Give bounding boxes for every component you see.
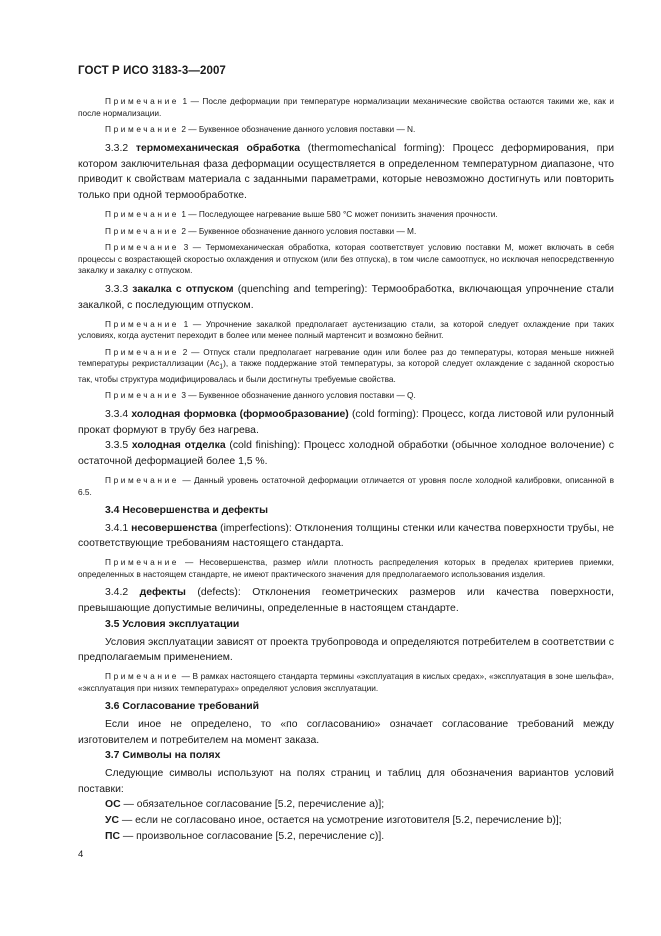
note-label: Примечание (105, 346, 180, 357)
note-label: Примечание (105, 96, 180, 106)
clause-3-4-2: 3.4.2 дефекты (defects): Отклонения геометрических размеров или качества поверхности, превышающие допустимые величины, определенные в настоящем стандарте. (78, 587, 614, 615)
note: Примечание 1 — Упрочнение закалкой предполагает аустенизацию стали, за которой следует охлаждение при таких условиях, когда аустенит переходит в более или менее полный мартенсит и возможно бейнит. (78, 318, 615, 341)
clause-3-7-text: Следующие символы используют на полях страниц и таблиц для обозначения вариантов условий поставки: (78, 767, 614, 795)
section-heading-3-4: 3.4 Несовершенства и дефекты (105, 505, 269, 517)
note-label: Примечание (105, 671, 180, 682)
note-label: Примечание (105, 124, 180, 135)
term: термомеханическая обработка (135, 142, 300, 154)
symbol-item: ОС — обязательное согласование [5.2, перечисление а)]; (105, 799, 385, 811)
section-heading-3-7: 3.7 Символы на полях (105, 750, 221, 762)
symbol-code: ОС (105, 799, 121, 811)
note-label: Примечание (105, 225, 180, 236)
note-label: Примечание (105, 208, 180, 219)
term: холодная формовка (формообразование) (131, 408, 349, 420)
symbol-item: УС — если не согласовано иное, остается на усмотрение изготовителя [5.2, перечисление b)]; (105, 815, 562, 827)
clause-3-4-1: 3.4.1 несовершенства (imperfections): Отклонения толщины стенки или качества поверхности трубы, не соответствующие требованиям настоящего стандарта. (78, 522, 614, 550)
clause-3-3-4: 3.3.4 холодная формовка (формообразование) (cold forming): Процесс, когда листовой или рулонный прокат формуют в трубу без нагрева. (78, 408, 614, 436)
note: Примечание 3 — Термомеханическая обработка, которая соответствует условию поставки M, может включать в себя процессы с возрастающей скоростью охлаждения и отпуском (или без отпуска), в том числе самоотпуск, но исключая непосредственную закалку и закалку с отпуском. (78, 242, 614, 276)
note: Примечание 1 — Последующее нагревание выше 580 °С может понизить значения прочности. (105, 208, 498, 219)
clause-3-3-5: 3.3.5 холодная отделка (cold finishing): Процесс холодной обработки (обычное холодное волочение) с остаточной деформацией более 1,5 %. (78, 440, 614, 468)
note: Примечание 1 — После деформации при температуре нормализации механические свойства остаются такими же, как и после нормализации. (78, 96, 614, 118)
term: закалка с отпуском (132, 283, 234, 295)
clause-3-3-2: 3.3.2 термомеханическая обработка (thermomechanical forming): Процесс деформирования, при котором заключительная фаза деформации осуществляется в определенном температурном диапазоне, что приводит к свойствам материала с заданными параметрами, которые невозможно достигнуть или повторить только при одной термообработке. (78, 142, 615, 202)
symbol-code: УС (105, 815, 119, 827)
clause-3-6-text: Если иное не определено, то «по согласованию» означает согласование требований между изготовителем и потребителем на момент заказа. (78, 718, 614, 746)
section-heading-3-6: 3.6 Согласование требований (105, 701, 260, 713)
term: несовершенства (131, 522, 218, 534)
note: Примечание — Данный уровень остаточной деформации отличается от уровня после холодной калибровки, описанной в 6.5. (78, 474, 614, 497)
page-number: 4 (78, 849, 84, 860)
section-heading-3-5: 3.5 Условия эксплуатации (105, 619, 240, 630)
document-header: ГОСТ Р ИСО 3183-3—2007 (78, 65, 226, 77)
note: Примечание — Несовершенства, размер и/или плотность распределения которых в пределах критериев приемки, определенных в настоящем стандарте, не имеют практического значения для предполагаемого использования изделия. (78, 557, 614, 579)
note: Примечание 3 — Буквенное обозначение данного условия поставки — Q. (105, 390, 416, 401)
note-label: Примечание (105, 557, 180, 568)
term: холодная отделка (131, 440, 226, 452)
note: Примечание 2 — Буквенное обозначение данного условия поставки — N. (105, 124, 416, 135)
note: Примечание 2 — Буквенное обозначение данного условия поставки — M. (105, 225, 417, 236)
symbol-code: ПС (105, 831, 120, 843)
symbol-item: ПС — произвольное согласование [5.2, перечисление с)]. (105, 831, 385, 843)
note-label: Примечание (105, 242, 180, 253)
page-content (78, 96, 614, 845)
term: дефекты (139, 587, 186, 599)
note-label: Примечание (105, 474, 180, 485)
clause-3-5-text: Условия эксплуатации зависят от проекта трубопровода и определяются потребителем в соответствии с предполагаемым применением. (78, 636, 614, 664)
note: Примечание 2 — Отпуск стали предполагает нагревание один или более раз до температуры, которая меньше нижней температуры рекристаллизации $(Ас_1)$, а также поддержание этой температуры, за которой следует охлаждение с заданной скоростью так, чтобы структура модифицировалась и были достигнуты требуемые свойства. (78, 346, 615, 384)
note: Примечание — В рамках настоящего стандарта термины «эксплуатация в кислых средах», «эксплуатация в зоне шельфа», «эксплуатация при низких температурах» определяют условия эксплуатации. (78, 671, 614, 693)
note-label: Примечание (105, 390, 180, 401)
note-label: Примечание (105, 318, 180, 329)
clause-3-3-3: 3.3.3 закалка с отпуском (quenching and tempering): Термообработка, включающая упрочнение стали закалкой, с последующим отпуском. (78, 283, 614, 311)
